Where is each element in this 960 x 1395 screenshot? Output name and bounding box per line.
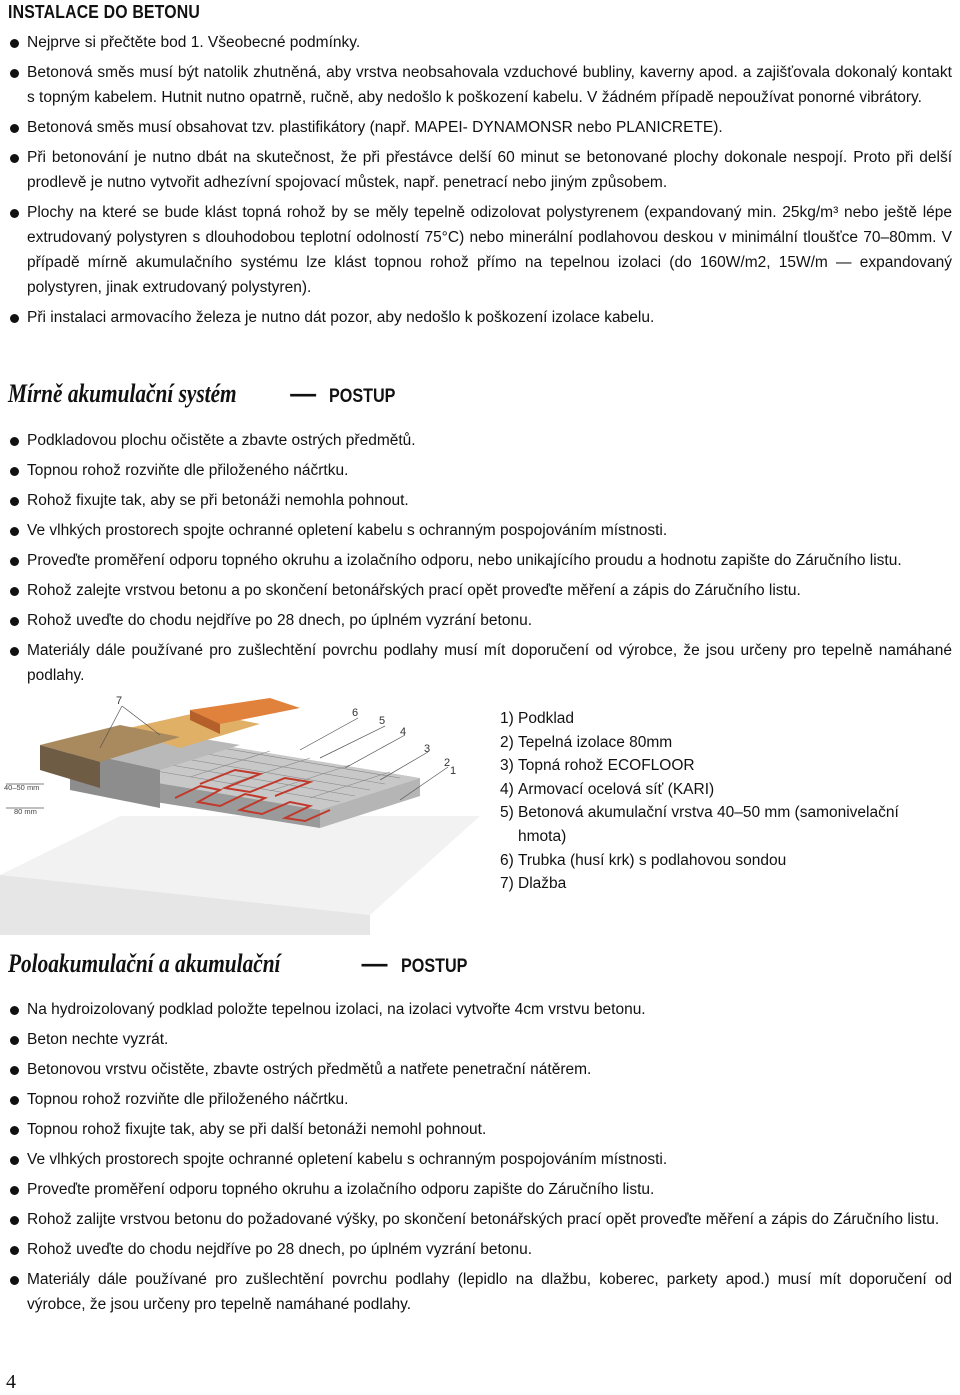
list-item: Rohož fixujte tak, aby se při betonáži nemohla pohnout. <box>8 488 952 513</box>
legend-item <box>500 801 940 848</box>
legend-item <box>500 707 940 731</box>
legend-number: 4) <box>500 780 514 798</box>
legend-item <box>500 872 940 896</box>
legend-item <box>500 754 940 778</box>
legend-number: 7) <box>500 875 514 893</box>
callout-6: 6 <box>352 707 359 719</box>
list-item: Na hydroizolovaný podklad položte tepelnou izolaci, na izolaci vytvořte 4cm vrstvu betonu. <box>8 997 952 1022</box>
page-number: 4 <box>6 1371 16 1393</box>
legend-text: Topná rohož ECOFLOOR <box>518 757 695 775</box>
section-title-dash: — <box>290 378 317 408</box>
dimension-top: 40–50 mm <box>4 783 40 792</box>
list-item: Nejprve si přečtěte bod 1. Všeobecné podmínky. <box>8 30 952 55</box>
list-item: Materiály dále používané pro zušlechtění povrchu podlahy (lepidlo na dlažbu, koberec, parkety apod.) musí mít doporučení od výrobce, že jsou určeny pro tepelně namáhané podlahy. <box>8 1267 952 1317</box>
callout-1: 1 <box>450 765 457 777</box>
legend-text: Dlažba <box>518 875 567 893</box>
list-item: Ve vlhkých prostorech spojte ochranné opletení kabelu s ochranným pospojováním místnosti. <box>8 1147 952 1172</box>
legend-text: Trubka (husí krk) s podlahovou sondou <box>518 851 787 869</box>
list-item: Rohož uveďte do chodu nejdříve po 28 dnech, po úplném vyzrání betonu. <box>8 608 952 633</box>
list-item: Rohož zalejte vrstvou betonu a po skončení betonářských prací opět proveďte měření a zápis do Záručního listu. <box>8 578 952 603</box>
section2-list <box>8 997 952 1322</box>
page-heading: INSTALACE DO BETONU <box>8 2 200 22</box>
list-item: Topnou rohož fixujte tak, aby se při další betonáži nemohl pohnout. <box>8 1117 952 1142</box>
section-title-mirne <box>8 378 407 409</box>
legend-item <box>500 778 940 802</box>
legend-text: Podklad <box>518 710 575 727</box>
list-item: Betonová směs musí obsahovat tzv. plastifikátory (např. MAPEI- DYNAMONSR nebo PLANICRETE). <box>8 115 952 140</box>
list-item: Plochy na které se bude klást topná rohož by se měly tepelně odizolovat polystyrenem (expandovaný min. 25kg/m³ nebo ještě lépe extrudovaný polystyren s dlouhodobou teplotní odolností 75°C) nebo minerální podlahovou deskou v minimální tloušťce 70–80mm. V případě mírně akumulačního systému lze klást topnou rohož přímo na tepelnou izolaci (do 160W/m2, 15W/m — expandovaný polystyren, jinak extrudovaný polystyren). <box>8 200 952 300</box>
list-item: Betonová směs musí být natolik zhutněná, aby vrstva neobsahovala vzduchové bubliny, kaverny apod. a zajišťovala dokonalý kontakt s topným kabelem. Hutnit nutno opatrně, ručně, aby nedošlo k poškození kabelu. V žádném případě nepoužívat ponorné vibrátory. <box>8 60 952 110</box>
list-item: Proveďte proměření odporu topného okruhu a izolačního odporu, nebo unikajícího proudu a hodnotu zapište do Záručního listu. <box>8 548 952 573</box>
legend-number: 3) <box>500 757 514 775</box>
callout-4: 4 <box>400 726 407 738</box>
intro-list <box>8 30 952 335</box>
list-item: Topnou rohož rozviňte dle přiloženého náčrtku. <box>8 458 952 483</box>
list-item: Při betonování je nutno dbát na skutečnost, že při přestávce delší 60 minut se betonované plochy dokonale nespojí. Proto při delší prodlevě je nutno vytvořit adhezívní spojovací můstek, např. penetrací nebo jiným způsobem. <box>8 145 952 195</box>
section1-list <box>8 428 952 693</box>
callout-3: 3 <box>424 743 431 755</box>
list-item: Beton nechte vyzrát. <box>8 1027 952 1052</box>
list-item: Ve vlhkých prostorech spojte ochranné opletení kabelu s ochranným pospojováním místnosti. <box>8 518 952 543</box>
dimension-labels <box>4 783 39 816</box>
section-title-text: Poloakumulační a akumulační <box>8 949 281 978</box>
callout-5: 5 <box>379 715 386 727</box>
list-item: Rohož uveďte do chodu nejdříve po 28 dnech, po úplném vyzrání betonu. <box>8 1237 952 1262</box>
legend-number: 5) <box>500 804 514 822</box>
section-title-text: Mírně akumulační systém <box>8 379 237 408</box>
legend-number: 1) <box>500 710 514 727</box>
legend-number: 2) <box>500 733 514 751</box>
legend-item <box>500 731 940 755</box>
list-item: Podkladovou plochu očistěte a zbavte ostrých předmětů. <box>8 428 952 453</box>
legend-text: Armovací ocelová síť (KARI) <box>518 780 715 798</box>
legend-item <box>500 849 940 873</box>
dimension-bottom: 80 mm <box>14 807 37 816</box>
callout-7: 7 <box>116 695 123 707</box>
list-item: Proveďte proměření odporu topného okruhu a izolačního odporu zapište do Záručního listu. <box>8 1177 952 1202</box>
list-item: Při instalaci armovacího železa je nutno dát pozor, aby nedošlo k poškození izolace kabelu. <box>8 305 952 330</box>
legend-number: 6) <box>500 851 514 869</box>
list-item: Materiály dále používané pro zušlechtění povrchu podlahy musí mít doporučení od výrobce, že jsou určeny pro tepelně namáhané podlahy. <box>8 638 952 688</box>
legend-text: Tepelná izolace 80mm <box>518 733 673 751</box>
section-title-poloakumulacni <box>8 948 479 979</box>
list-item: Rohož zalijte vrstvou betonu do požadované výšky, po skončení betonářských prací opět proveďte měření a zápis do Záručního listu. <box>8 1207 952 1232</box>
section-title-postup: POSTUP <box>400 956 468 977</box>
figure-legend <box>500 707 940 896</box>
floor-layer-diagram <box>0 690 480 935</box>
section-title-dash: — <box>361 948 388 978</box>
list-item: Topnou rohož rozviňte dle přiloženého náčrtku. <box>8 1087 952 1112</box>
callout-2: 2 <box>444 757 451 769</box>
section-title-postup: POSTUP <box>329 386 396 407</box>
legend-text: Betonová akumulační vrstva 40–50 mm (samonivelační hmota) <box>518 804 899 845</box>
list-item: Betonovou vrstvu očistěte, zbavte ostrých předmětů a natřete penetrační nátěrem. <box>8 1057 952 1082</box>
